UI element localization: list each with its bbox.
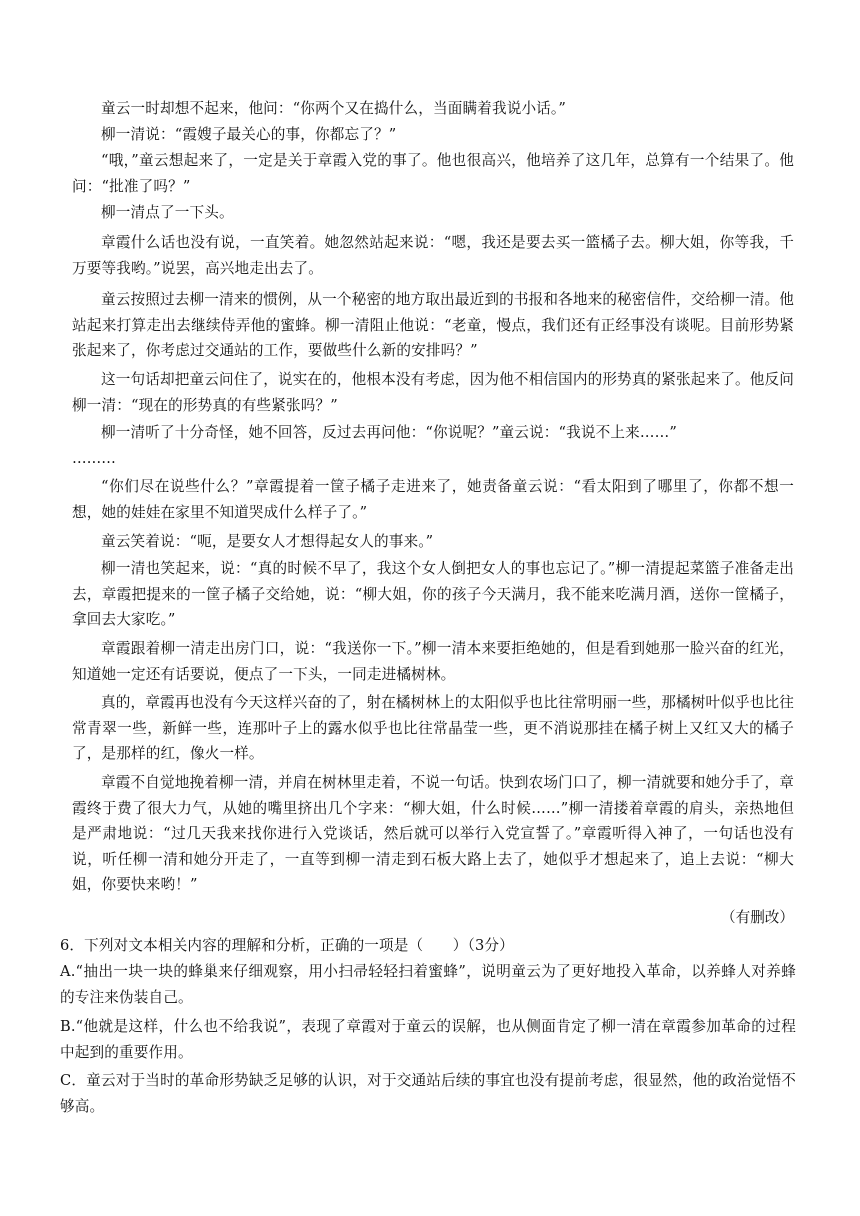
passage-paragraph: 童云按照过去柳一清来的惯例，从一个秘密的地方取出最近到的书报和各地来的秘密信件，交给柳一清。他站起来打算走出去继续侍弄他的蜜蜂。柳一清阻止他说：“老童，慢点，我们还有正经事没有谈呢。目前形势紧张起来了，你考虑过交通站的工作，要做些什么新的安排吗？” — [72, 291, 794, 360]
option-a: A.“抽出一块一块的蜂巢来仔细观察，用小扫帚轻轻扫着蜜蜂”，说明童云为了更好地投入革命，以养蜂人对养蜂的专注来伪装自己。 — [60, 963, 796, 1006]
passage-paragraph: “哦，”童云想起来了，一定是关于章霞入党的事了。他也很高兴，他培养了这几年，总算有一个结果了。他问：“批准了吗？” — [72, 152, 794, 195]
passage-paragraph: 真的，章霞再也没有今天这样兴奋的了，射在橘树林上的太阳似乎也比往常明丽一些，那橘树叶似乎也比往常青翠一些，新鲜一些，连那叶子上的露水似乎也比往常晶莹一些，更不消说那挂在橘子树上又红又大的橘子了，是那样的红，像火一样。 — [72, 694, 794, 763]
passage-paragraph: 章霞什么话也没有说，一直笑着。她忽然站起来说：“嗯，我还是要去买一篮橘子去。柳大姐，你等我，千万要等我哟。”说罢，高兴地走出去了。 — [72, 234, 794, 277]
passage-paragraph: 柳一清听了十分奇怪，她不回答，反过去再问他：“你说呢？”童云说：“我说不上来……” — [101, 424, 677, 441]
passage-paragraph: 童云一时却想不起来，他问：“你两个又在捣什么，当面瞒着我说小话。” — [101, 100, 566, 117]
option-b: B.“他就是这样，什么也不给我说”，表现了章霞对于童云的误解，也从侧面肯定了柳一清在章霞参加革命的过程中起到的重要作用。 — [60, 1018, 796, 1061]
option-c: C．童云对于当时的革命形势缺乏足够的认识，对于交通站后续的事宜也没有提前考虑，很显然，他的政治觉悟不够高。 — [60, 1072, 796, 1115]
source-note: （有删改） — [721, 909, 794, 926]
passage-paragraph: 章霞不自觉地挽着柳一清，并肩在树林里走着，不说一句话。快到农场门口了，柳一清就要和她分手了，章霞终于费了很大力气，从她的嘴里挤出几个字来：“柳大姐，什么时候……”柳一清搂着章霞的肩头，亲热地但是严肃地说：“过几天我来找你进行入党谈话，然后就可以举行入党宣誓了。”章霞听得入神了，一句话也没有说，听任柳一清和她分开走了，一直等到柳一清走到石板大路上去了，她似乎才想起来了，追上去说：“柳大姐，你要快来哟！” — [72, 774, 794, 894]
passage-paragraph: 柳一清点了一下头。 — [101, 204, 234, 221]
ellipsis-line: ……… — [72, 450, 116, 467]
passage-paragraph: 柳一清说：“霞嫂子最关心的事，你都忘了？” — [101, 126, 397, 143]
passage-paragraph: 章霞跟着柳一清走出房门口，说：“我送你一下。”柳一清本来要拒绝她的，但是看到她那一脸兴奋的红光，知道她一定还有话要说，便点了一下头，一同走进橘树林。 — [72, 640, 794, 683]
passage-paragraph: 这一句话却把童云问住了，说实在的，他根本没有考虑，因为他不相信国内的形势真的紧张起来了。他反问柳一清：“现在的形势真的有些紧张吗？” — [72, 371, 794, 414]
passage-paragraph: 柳一清也笑起来，说：“真的时候不早了，我这个女人倒把女人的事也忘记了。”柳一清提起菜篮子准备走出去，章霞把提来的一筐子橘子交给她，说：“柳大姐，你的孩子今天满月，我不能来吃满月酒，送你一筐橘子，拿回去大家吃。” — [72, 560, 794, 629]
passage-paragraph: “你们尽在说些什么？”章霞提着一筐子橘子走进来了，她责备童云说：“看太阳到了哪里了，你都不想一想，她的娃娃在家里不知道哭成什么样子了。” — [72, 478, 794, 521]
passage-paragraph: 童云笑着说：“呃，是要女人才想得起女人的事来。” — [101, 533, 434, 550]
question-stem: 6．下列对文本相关内容的理解和分析，正确的一项是（ ）（3分） — [60, 937, 514, 954]
